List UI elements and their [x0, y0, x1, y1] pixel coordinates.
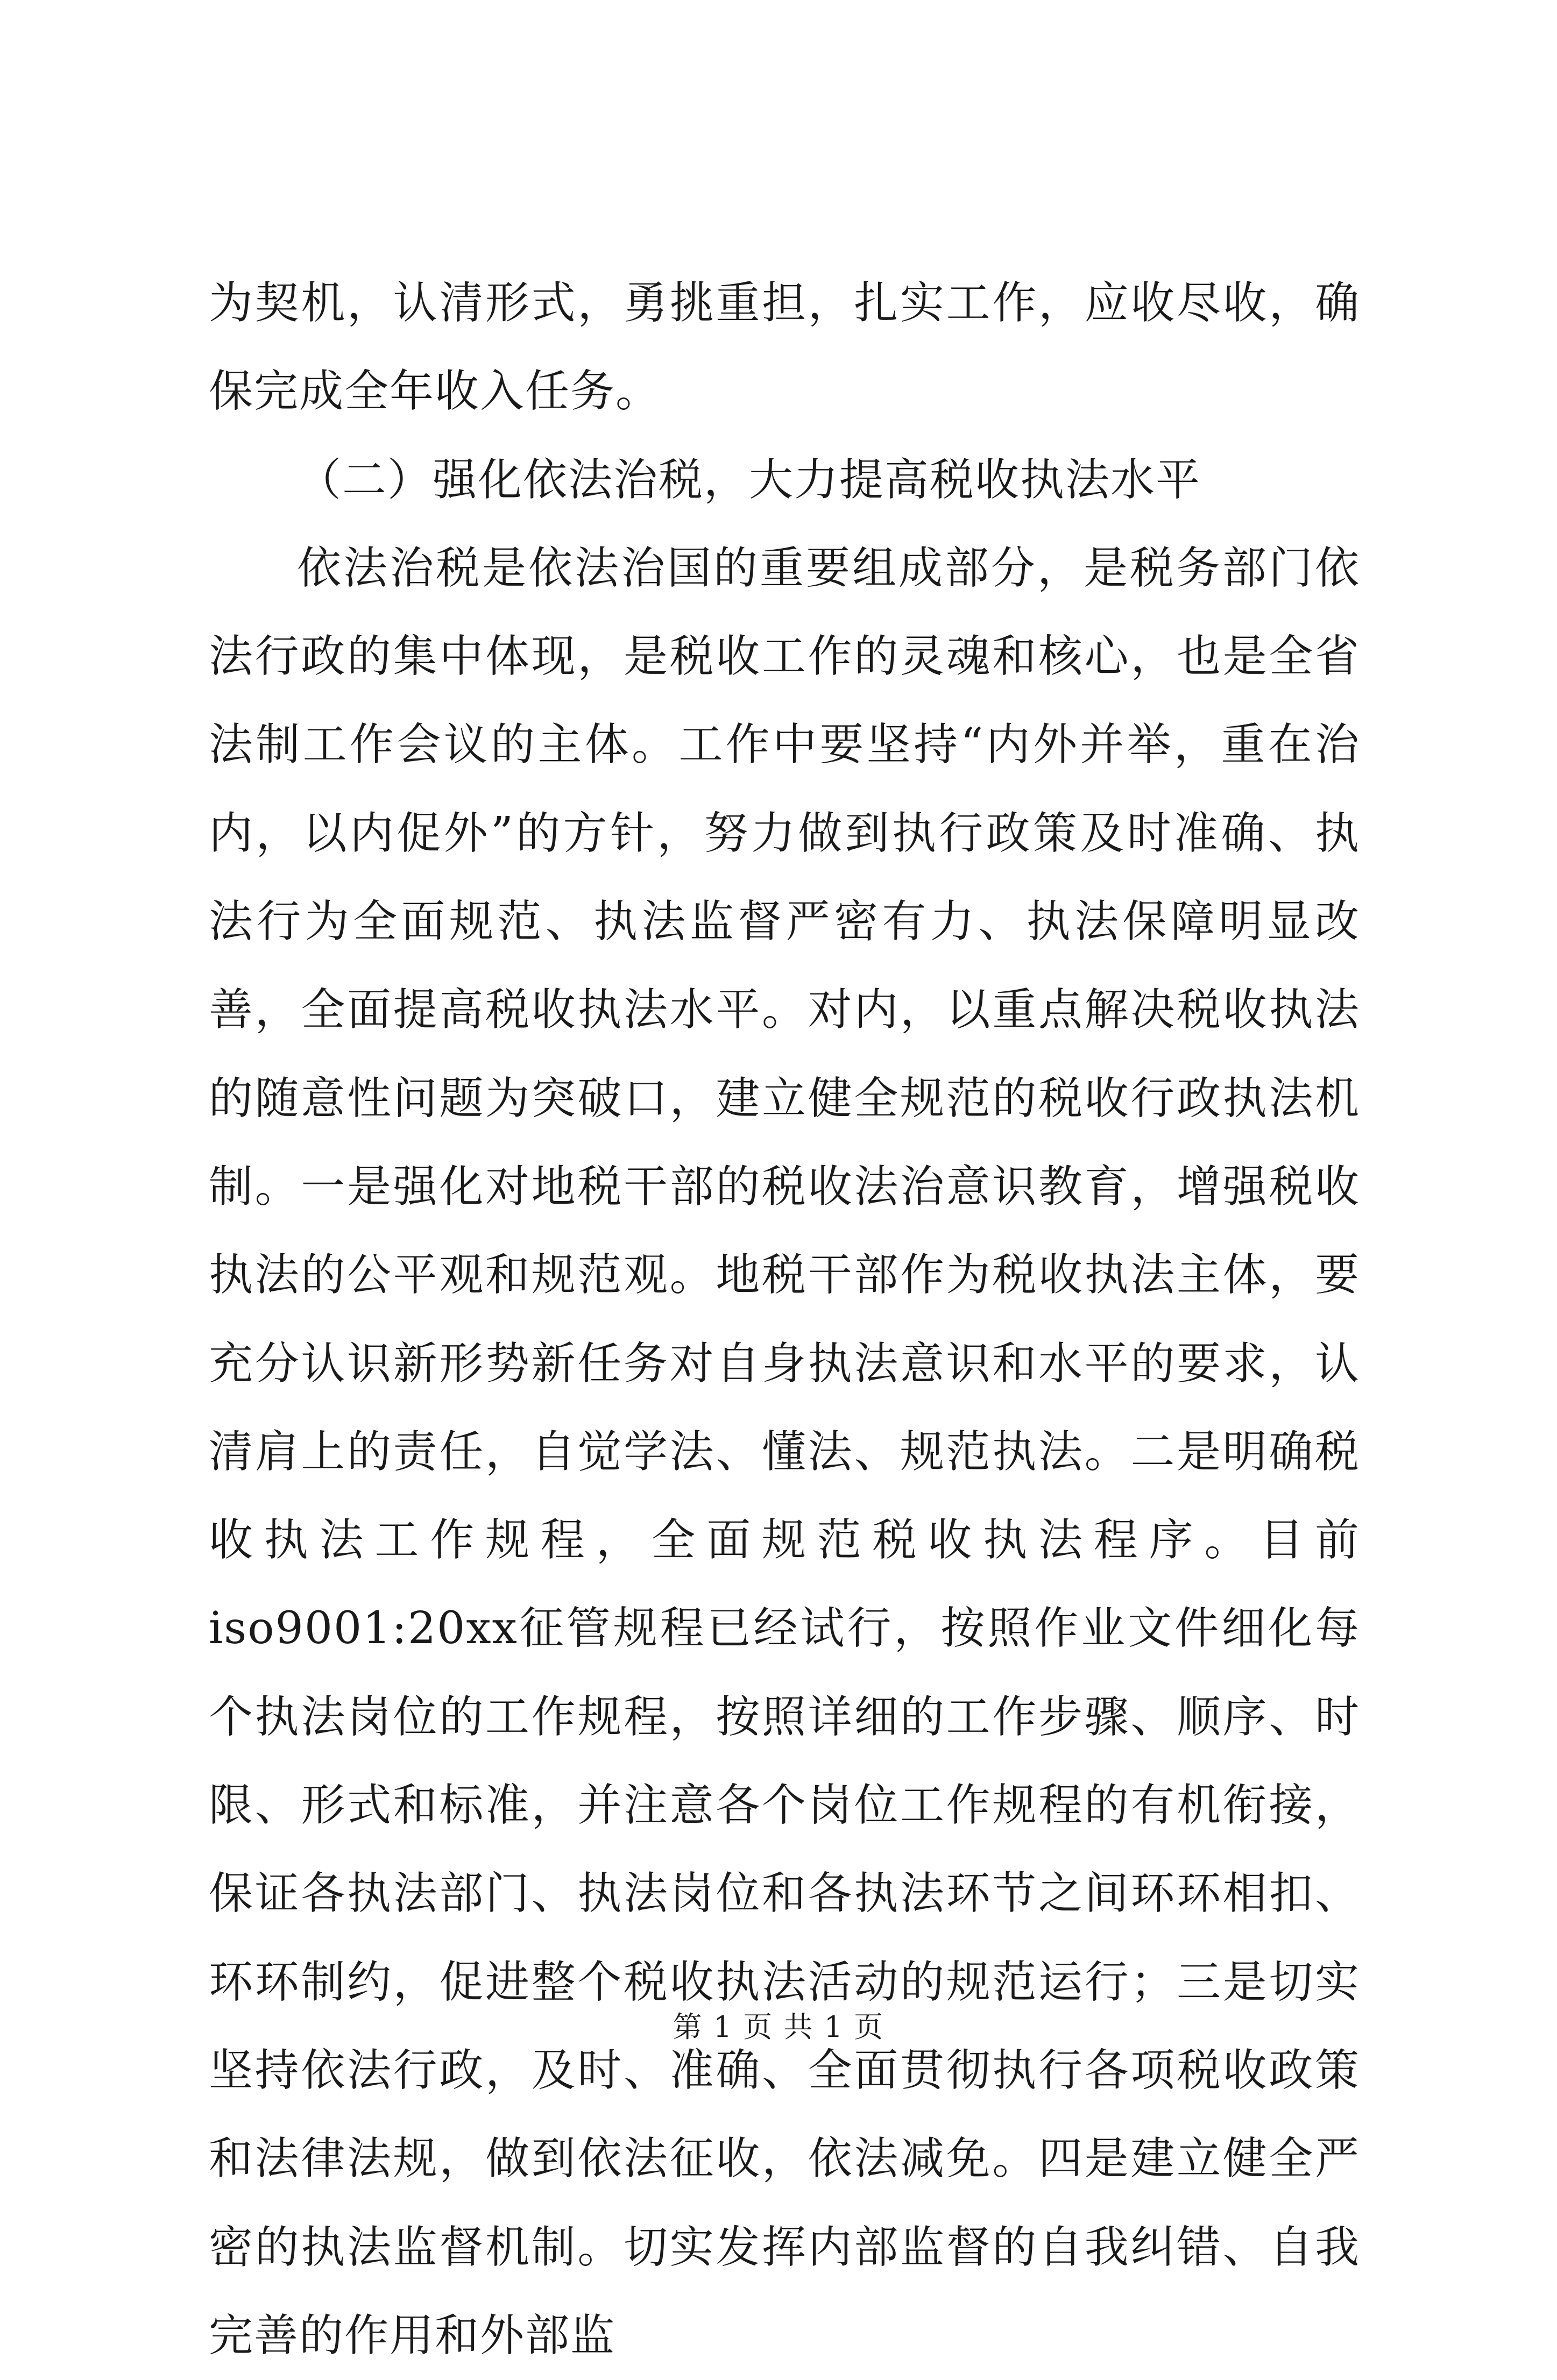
section-heading: （二）强化依法治税，大力提高税收执法水平: [297, 454, 1201, 506]
paragraph-body: 依法治税是依法治国的重要组成部分，是税务部门依法行政的集中体现，是税收工作的灵魂和核心，也是全省法制工作会议的主体。工作中要坚持“内外并举，重在治内，以内促外”的方针，努力做到执行政策及时准确、执法行为全面规范、执法监督严密有力、执法保障明显改善，全面提高税收执法水平。对内，以重点解决税收执法的随意性问题为突破口，建立健全规范的税收行政执法机制。一是强化对地税干部的税收法治意识教育，增强税收执法的公平观和规范观。地税干部作为税收执法主体，要充分认识新形势新任务对自身执法意识和水平的要求，认清肩上的责任，自觉学法、懂法、规范执法。二是明确税收执法工作规程，全面规范税收执法程序。目前iso9001:20xx征管规程已经试行，按照作业文件细化每个执法岗位的工作规程，按照详细的工作步骤、顺序、时限、形式和标准，并注意各个岗位工作规程的有机衔接，保证各执法部门、执法岗位和各执法环节之间环环相扣、环环制约，促进整个税收执法活动的规范运行；三是切实坚持依法行政，及时、准确、全面贯彻执行各项税收政策和法律法规，做到依法征收，依法减免。四是建立健全严密的执法监督机制。切实发挥内部监督的自我纠错、自我完善的作用和外部监: [209, 542, 1360, 2361]
paragraph-continuation: 为契机，认清形式，勇挑重担，扎实工作，应收尽收，确保完成全年收入任务。: [209, 278, 1360, 417]
document-body: [209, 259, 1360, 2380]
page-footer: 第 1 页 共 1 页: [673, 2010, 884, 2044]
